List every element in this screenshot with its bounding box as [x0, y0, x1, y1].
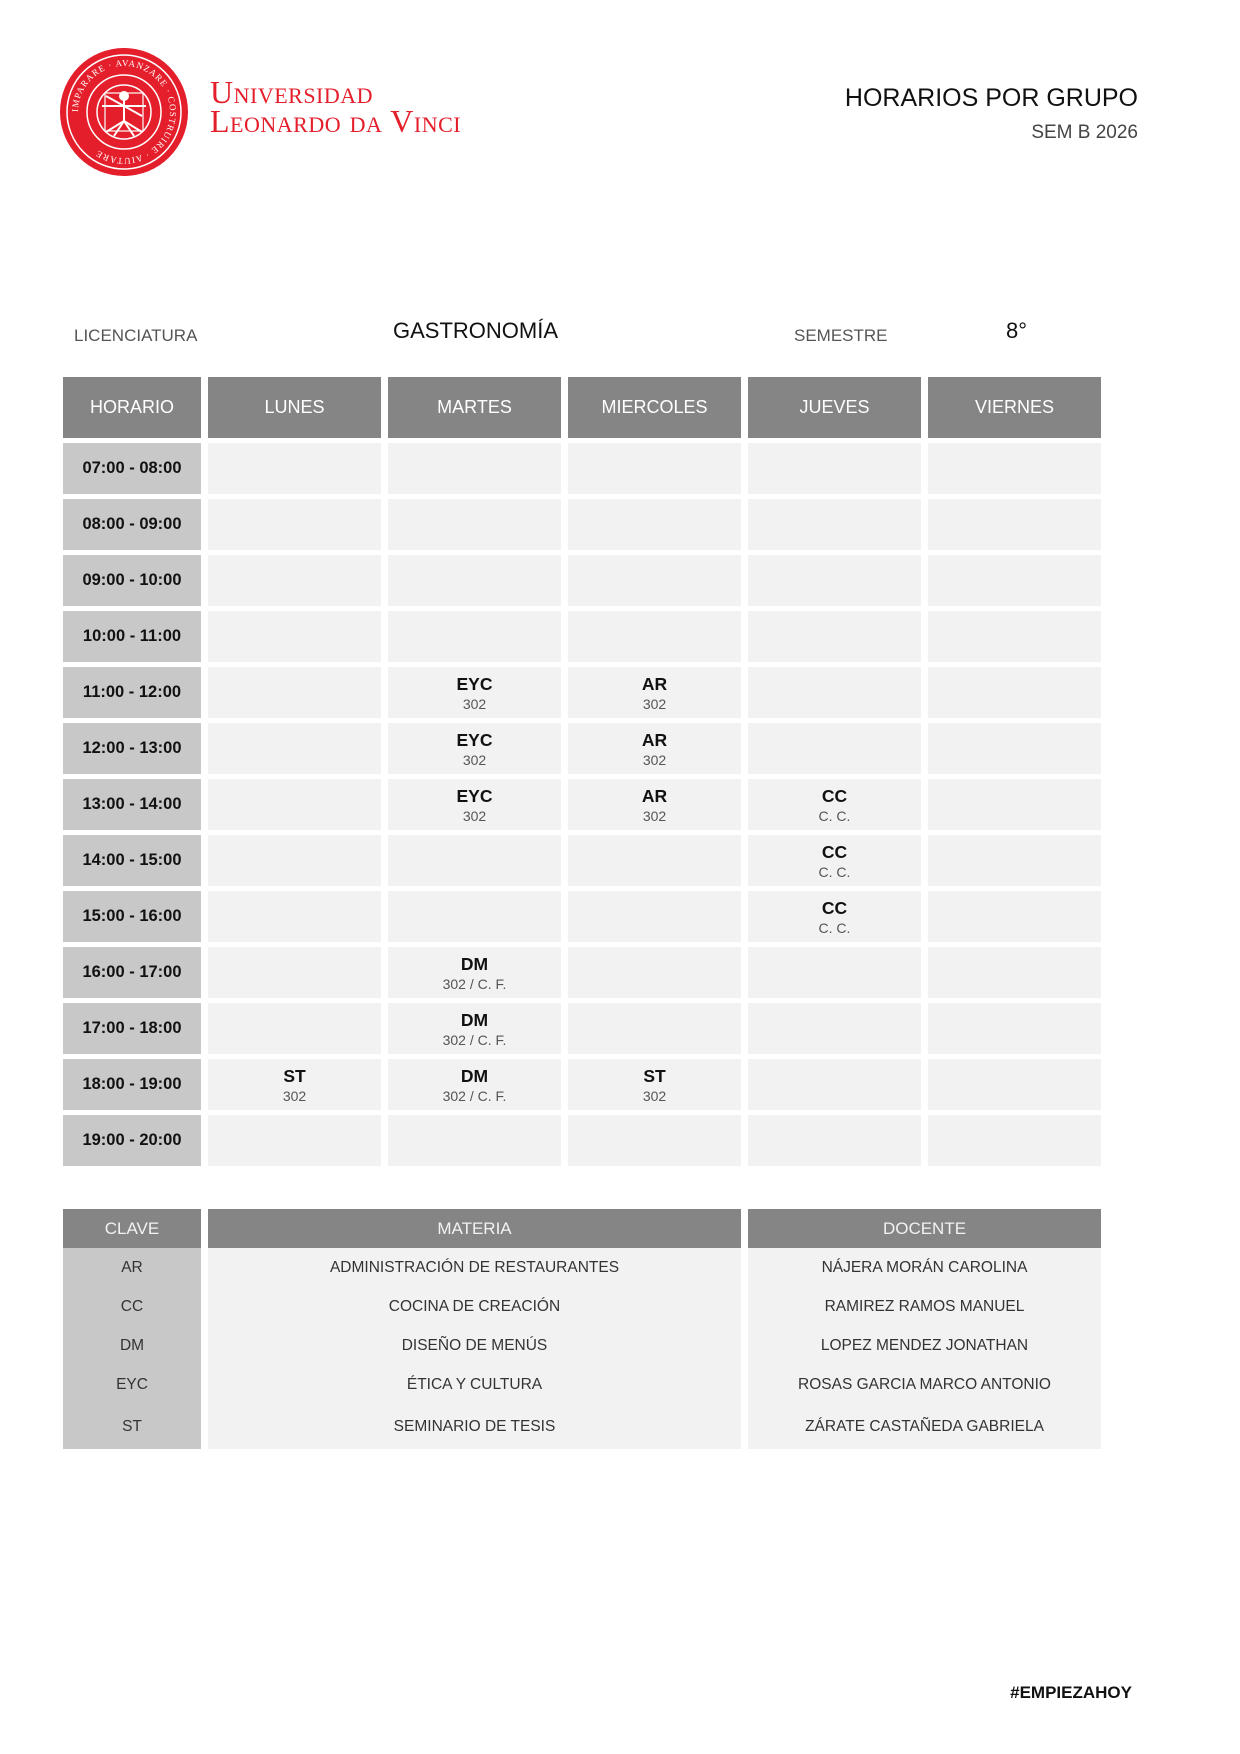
class-code: DM	[460, 1065, 489, 1086]
schedule-cell	[388, 667, 561, 718]
class-room: 302	[462, 695, 487, 712]
schedule-row	[63, 1003, 1101, 1054]
time-slot: 18:00 - 19:00	[63, 1059, 201, 1110]
legend-row	[63, 1326, 1101, 1365]
legend-header-row	[63, 1209, 1101, 1248]
schedule-table	[56, 372, 1108, 1171]
class-room: 302	[642, 807, 667, 824]
schedule-cell	[388, 1059, 561, 1110]
class-code: AR	[641, 729, 668, 750]
class-code: DM	[460, 1009, 489, 1030]
schedule-cell	[388, 947, 561, 998]
schedule-row	[63, 667, 1101, 718]
schedule-row	[63, 611, 1101, 662]
semestre-value: 8°	[1006, 318, 1028, 343]
schedule-cell	[928, 835, 1101, 886]
schedule-row	[63, 835, 1101, 886]
subject-name: ADMINISTRACIÓN DE RESTAURANTES	[208, 1248, 741, 1287]
time-slot: 16:00 - 17:00	[63, 947, 201, 998]
schedule-cell	[928, 1003, 1101, 1054]
subject-key: AR	[63, 1248, 201, 1287]
schedule-cell	[568, 443, 741, 494]
schedule-cell	[208, 835, 381, 886]
schedule-cell	[208, 947, 381, 998]
schedule-cell	[208, 611, 381, 662]
subject-name: COCINA DE CREACIÓN	[208, 1287, 741, 1326]
legend-body	[63, 1248, 1101, 1449]
schedule-cell	[388, 723, 561, 774]
schedule-cell	[568, 555, 741, 606]
class-room: C. C.	[818, 807, 851, 824]
schedule-cell	[748, 779, 921, 830]
schedule-cell	[388, 611, 561, 662]
schedule-cell	[928, 443, 1101, 494]
time-slot: 11:00 - 12:00	[63, 667, 201, 718]
schedule-cell	[208, 443, 381, 494]
class-code: AR	[641, 785, 668, 806]
footer-hashtag: #EMPIEZAHOY	[1010, 1683, 1132, 1702]
schedule-cell	[388, 499, 561, 550]
licenciatura-value: GASTRONOMÍA	[393, 318, 559, 343]
schedule-cell	[208, 667, 381, 718]
subject-key: CC	[63, 1287, 201, 1326]
schedule-cell	[208, 499, 381, 550]
teacher-name: RAMIREZ RAMOS MANUEL	[748, 1287, 1101, 1326]
subject-key: ST	[63, 1404, 201, 1449]
schedule-cell	[748, 1003, 921, 1054]
legend-row	[63, 1365, 1101, 1404]
teacher-name: LOPEZ MENDEZ JONATHAN	[748, 1326, 1101, 1365]
class-room: 302	[642, 751, 667, 768]
schedule-cell	[568, 667, 741, 718]
class-code: EYC	[456, 729, 493, 750]
schedule-cell	[388, 1003, 561, 1054]
vitruvian-man-icon	[97, 85, 151, 139]
schedule-cell	[748, 891, 921, 942]
schedule-row	[63, 947, 1101, 998]
class-code: ST	[283, 1065, 306, 1086]
schedule-row	[63, 443, 1101, 494]
class-room: C. C.	[818, 919, 851, 936]
schedule-header-row	[63, 377, 1101, 438]
schedule-header-lunes: LUNES	[208, 377, 381, 438]
class-code: ST	[643, 1065, 666, 1086]
legend-row	[63, 1287, 1101, 1326]
schedule-cell	[208, 1003, 381, 1054]
university-name-line1: Universidad	[210, 74, 374, 110]
schedule-cell	[748, 723, 921, 774]
time-slot: 12:00 - 13:00	[63, 723, 201, 774]
time-slot: 14:00 - 15:00	[63, 835, 201, 886]
schedule-cell	[928, 891, 1101, 942]
schedule-cell	[748, 835, 921, 886]
schedule-row	[63, 779, 1101, 830]
time-slot: 08:00 - 09:00	[63, 499, 201, 550]
legend-row	[63, 1248, 1101, 1287]
schedule-cell	[568, 611, 741, 662]
class-code: CC	[821, 841, 848, 862]
schedule-cell	[748, 611, 921, 662]
legend-header-materia: MATERIA	[208, 1209, 741, 1248]
legend-header-docente: DOCENTE	[748, 1209, 1101, 1248]
class-room: 302 / C. F.	[442, 1087, 507, 1104]
schedule-cell	[928, 779, 1101, 830]
schedule-header-jueves: JUEVES	[748, 377, 921, 438]
schedule-header-viernes: VIERNES	[928, 377, 1101, 438]
schedule-cell	[928, 723, 1101, 774]
legend-header-clave: CLAVE	[63, 1209, 201, 1248]
schedule-cell	[748, 947, 921, 998]
document-subtitle: SEM B 2026	[1031, 122, 1138, 143]
schedule-cell	[388, 555, 561, 606]
class-code: CC	[821, 785, 848, 806]
schedule-row	[63, 891, 1101, 942]
schedule-cell	[388, 779, 561, 830]
class-code: CC	[821, 897, 848, 918]
schedule-cell	[928, 1115, 1101, 1166]
time-slot: 19:00 - 20:00	[63, 1115, 201, 1166]
subject-key: EYC	[63, 1365, 201, 1404]
schedule-body	[63, 443, 1101, 1166]
legend-row	[63, 1404, 1101, 1449]
schedule-header-martes: MARTES	[388, 377, 561, 438]
schedule-row	[63, 1059, 1101, 1110]
document-title: HORARIOS POR GRUPO	[844, 84, 1138, 112]
schedule-cell	[568, 1115, 741, 1166]
schedule-row	[63, 499, 1101, 550]
schedule-row	[63, 1115, 1101, 1166]
subject-name: DISEÑO DE MENÚS	[208, 1326, 741, 1365]
schedule-cell	[388, 443, 561, 494]
teacher-name: NÁJERA MORÁN CAROLINA	[748, 1248, 1101, 1287]
class-code: EYC	[456, 673, 493, 694]
schedule-cell	[928, 499, 1101, 550]
university-name-line2: Leonardo da Vinci	[210, 103, 462, 139]
schedule-cell	[568, 1003, 741, 1054]
semestre-label: SEMESTRE	[794, 326, 888, 345]
subject-name: SEMINARIO DE TESIS	[208, 1404, 741, 1449]
university-seal-logo	[58, 46, 190, 178]
schedule-cell	[568, 779, 741, 830]
schedule-cell	[748, 667, 921, 718]
time-slot: 17:00 - 18:00	[63, 1003, 201, 1054]
schedule-header-horario: HORARIO	[63, 377, 201, 438]
schedule-cell	[208, 891, 381, 942]
class-room: 302 / C. F.	[442, 975, 507, 992]
time-slot: 13:00 - 14:00	[63, 779, 201, 830]
schedule-cell	[568, 499, 741, 550]
schedule-cell	[208, 1115, 381, 1166]
class-room: 302	[462, 807, 487, 824]
class-room: C. C.	[818, 863, 851, 880]
schedule-cell	[928, 667, 1101, 718]
class-room: 302	[642, 695, 667, 712]
teacher-name: ROSAS GARCIA MARCO ANTONIO	[748, 1365, 1101, 1404]
class-room: 302	[462, 751, 487, 768]
time-slot: 09:00 - 10:00	[63, 555, 201, 606]
schedule-cell	[568, 891, 741, 942]
subjects-legend-table	[56, 1209, 1108, 1449]
seal-text: IMPARARE · AVANZARE · COSTRUIRE · AIUTARE	[69, 57, 179, 167]
schedule-cell	[568, 835, 741, 886]
schedule-cell	[748, 555, 921, 606]
schedule-cell	[568, 1059, 741, 1110]
schedule-cell	[748, 1059, 921, 1110]
class-room: 302 / C. F.	[442, 1031, 507, 1048]
subject-key: DM	[63, 1326, 201, 1365]
class-code: EYC	[456, 785, 493, 806]
licenciatura-label: LICENCIATURA	[74, 326, 198, 345]
teacher-name: ZÁRATE CASTAÑEDA GABRIELA	[748, 1404, 1101, 1449]
class-room: 302	[642, 1087, 667, 1104]
schedule-header-miercoles: MIERCOLES	[568, 377, 741, 438]
schedule-cell	[568, 723, 741, 774]
schedule-cell	[568, 947, 741, 998]
schedule-cell	[748, 443, 921, 494]
subject-name: ÉTICA Y CULTURA	[208, 1365, 741, 1404]
class-code: AR	[641, 673, 668, 694]
schedule-row	[63, 723, 1101, 774]
schedule-cell	[928, 1059, 1101, 1110]
schedule-cell	[208, 723, 381, 774]
class-room: 302	[282, 1087, 307, 1104]
schedule-cell	[208, 555, 381, 606]
class-code: DM	[460, 953, 489, 974]
schedule-cell	[928, 555, 1101, 606]
schedule-cell	[928, 611, 1101, 662]
schedule-cell	[388, 1115, 561, 1166]
time-slot: 07:00 - 08:00	[63, 443, 201, 494]
schedule-cell	[748, 499, 921, 550]
schedule-cell	[208, 1059, 381, 1110]
schedule-cell	[388, 835, 561, 886]
schedule-row	[63, 555, 1101, 606]
schedule-cell	[388, 891, 561, 942]
schedule-cell	[928, 947, 1101, 998]
time-slot: 10:00 - 11:00	[63, 611, 201, 662]
schedule-cell	[748, 1115, 921, 1166]
university-name	[210, 76, 461, 137]
time-slot: 15:00 - 16:00	[63, 891, 201, 942]
schedule-cell	[208, 779, 381, 830]
